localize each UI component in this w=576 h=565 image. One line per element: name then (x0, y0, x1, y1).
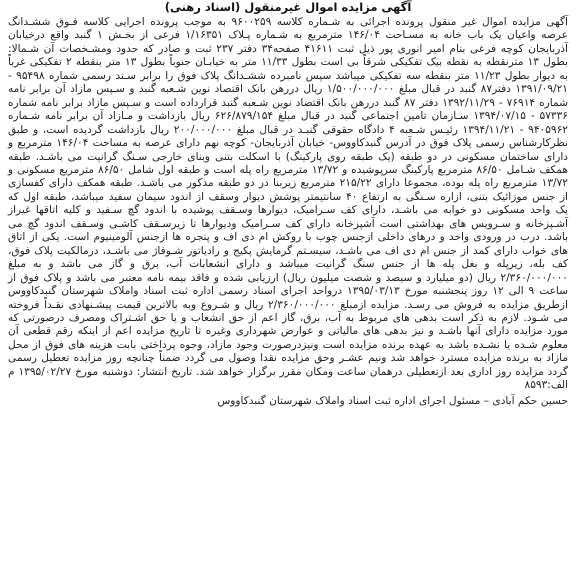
notice-signature: حسین حکم آبادی – مسئول اجرای اداره ثبت اسناد واملاک شهرستان گنبدکاووس (217, 394, 568, 407)
notice-body: آگهی مزایده اموال غیر منقول پرونده اجرائی به شـماره کلاسه ۹۶۰۰۲۵۹ به موجب پرونده اجرایی کلاسه فـوق ششـدانگ عرصه واعیان یک باب خانه به مسـاحت ۱۴۶/۰۴ مترمربع به شـماره پـلاک ۱/۱۶۳۵۱ فرعی از بخـش ۱ گنبد واقع درخیابان آذربایجان کوچه فرعی بنام امیر انوری پور ذیل ثبت ۴۱۶۱۱ صفحه۳۴ دفتر ۲۳۷ ثبت و صادر که حدود ومشـخصات آن شـمالا: بطول ۱۳ مترنقطه به نقطه بیک تفکیکی شرقاً بی است بطول ۱۱/۳۳ متر به خیابـان جنوباً بطول ۱۳ متر بنقطه ۲ تفکیکی غرباً به دیوار بطول ۱۱/۲۳ متر بنقطه سه تفکیکی میباشد سپس نامبرده ششـدانگ پلاک فوق را برابر سـند رسمی شماره ۹۵۴۹۸ - ۱۳۹۱/۰۹/۲۱ دفتر۸۷ گنبد در قبال مبلغ ۱/۵۰۰/۰۰۰/۰۰۰ ریال دررهن بانک اقتصاد نوین شـعبه گنبد و سـپس مازاد آن برابر نامه شماره ۷۶۹۱۴ - ۱۳۹۲/۱۱/۲۹ دفتر ۸۷ گنبد دررهن بانک اقتصاد نوین شـعبه گنبد قرارداده است و سـپس مازاد برابر نامه شماره ۵۷۳۳۶ - ۱۳۹۴/۰۷/۱۵ سـازمان تامین اجتماعی گنبد در قبال مبلغ ۶۲۶/۸۷۹/۱۵۴ ریال بازداشت و مـازاد آن برابر نامه شـماره ۹۴۰۵۹۶۲ - ۱۳۹۴/۱۱/۲۱ رئیـس شـعبه ۴ دادگاه حقوقی گنبـد در قبال مبلغ ۲۰۰/۰۰۰/۰۰۰ ریال بازداشت گردیده است، و طبق نظرکارشناس رسمی پلاک فوق در آدرس گنبدکاووس- خیابان آذربایجان- کوچه نهم دارای عرصه به مساحت ۱۴۶/۰۴ مترمربع و دارای ساختمان مسکونی در دو طبقه (یک طبقه روی پارکینگ) با اسکلت بتنی وبنای خارجی سـنگ گرانیت می باشـد. طبقه همکف شـامل ۸۶/۵۰ مترمربع پارکینگ سرپوشیده و ۱۳/۷۲ مترمربع راه پله است و طبقه اول شامل ۸۶/۵۰ مترمربع مسکونی و ۱۳/۷۲ مترمربع راه پله بوده، مجموعا دارای ۲۱۵/۲۲ مترمربع زیربنا در دو طبقه مذکور می باشـد. طبقه همکف دارای کفسازی از جنس موزائیک بتنی، ازاره سـنگی به ارتفاع ۴۰ سانتیمتر پوشش دیوار وسقف از اندود سیمان سفید میباشد، طبقه اول که یک واحد مسکونی دو خوابه می باشـد، دارای کف سـرامیک، دیوارها وسـقف پوشیده با اندود گچ سـفید و کلیه اتاقها غیراز آشـپزخانه و سـرویس های بهداشتی است آشپزخانه دارای کف سـرامیک ودیوارها تا زیرسـقف کاشـی وسـقف اندود گچ می باشد. درب در ورودی واحد و درهای داخلی ازجنس چوب با روکش ام دی اف و پنجره ها ازجنس آلومینیوم است. یکی از اتاق های خواب دارای کمد از جنس ام دی اف می باشـد، سیسـتم گرمایش پکیج و رادیاتور شـوفاژ می باشـد، درمالکیت پلاک فوق، کف بله، زیرپله و بغل پله ها از جنس سنگ گرانیت میباشد و دارای انشعابات آب، برق و گاز می باشد و به مبلغ ۲/۳۶۰/۰۰۰/۰۰۰ ریال (دو میلیارد و سیصد و شصت میلیون ریال) ارزیابی شده و فاقد بیمه نامه معتبر می باشد و پلاک فوق از ساعت ۹ الی ۱۲ روز پنجشنبه مورخ ۱۳۹۵/۰۳/۱۳ درواحد اجرای اسناد رسمی اداره ثبت اسناد واملاک شهرستان گنبدکاووس ازطریق مزایده به فروش می رسـد. مزایده ازمبلغ ۲/۳۶۰/۰۰۰/۰۰۰ ریال و شـروع وبه بالاترین قیمت پیشـنهادی نقـداً فروخته می شـود. لازم به ذکر است بدهی های مربوط به آب، برق، گاز اعم از حق انشعاب و یا حق اشـتراک ومصرف درصورتی که مورد مزایده دارای آنها باشـد و نیز بدهی های مالیاتی و عوارض شهرداری وغیره تا تاریخ مزایده اعم از اینکه رقم قطعی آن معلوم شـده یا نشـده باشد به عهده برنده مزایده است ونیزدرصورت وجود مازاد، وجوه پرداختی بابت هزینه های فوق از محل مازاد به برنده مزایده مسترد خواهد شد ونیم عشـر وحق مزایده نقدا وصول می گردد ضمناً چنانچه روز مزایده تعطیل رسمی گردد مزایده روز اداری بعد ازتعطیلی درهمان ساعت ومکان مقرر برگزار خواهد شد. تاریخ انتشار: دوشنبه مورخ ۱۳۹۵/۰۲/۲۷ م الف:۸۵۹۳ (8, 16, 569, 392)
notice-title: آگهی مزایده اموال غیرمنقول (اسناد رهنی) (164, 0, 412, 14)
